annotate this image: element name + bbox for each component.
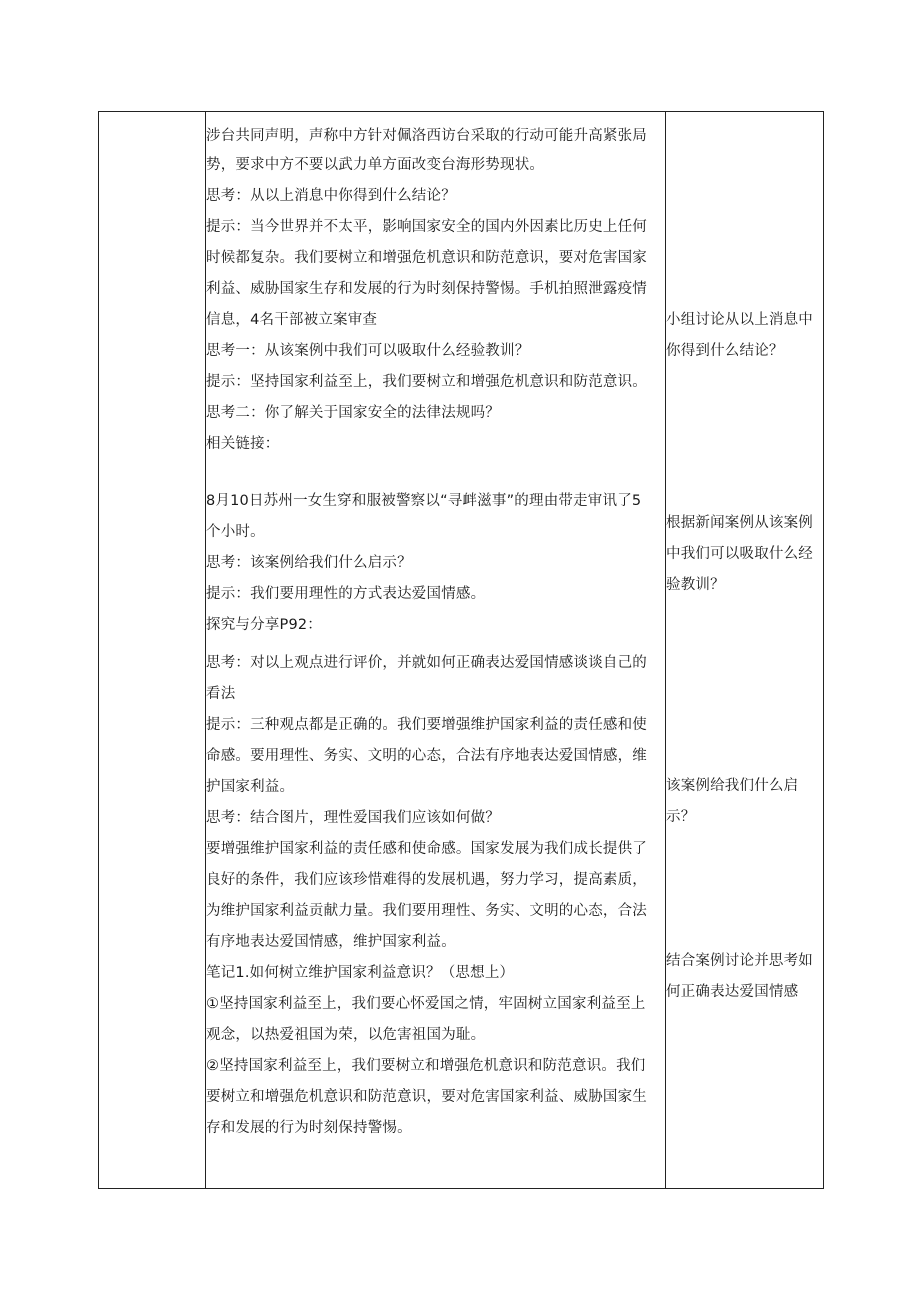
activity-text-line: 结合案例讨论并思考如 (666, 953, 813, 969)
content-text-line: 个小时。 (206, 524, 265, 540)
content-text-line: 提示：当今世界并不太平，影响国家安全的国内外因素比历史上任何 (206, 219, 647, 235)
content-text-line: 思考一：从该案例中我们可以吸取什么经验教训？ (206, 343, 530, 359)
content-text-line: 势，要求中方不要以武力单方面改变台海形势现状。 (206, 157, 545, 173)
content-text-line: 思考：对以上观点进行评价，并就如何正确表达爱国情感谈谈自己的 (206, 655, 647, 671)
content-text-line: 提示：三种观点都是正确的。我们要增强维护国家利益的责任感和使 (206, 717, 647, 733)
activity-text-line: 示？ (666, 809, 696, 825)
content-text-line: 8月10日苏州一女生穿和服被警察以“寻衅滋事”的理由带走审讯了5 (206, 493, 642, 509)
content-text-line: 信息，4名干部被立案审查 (206, 312, 378, 328)
content-text-line: 笔记1.如何树立维护国家利益意识？（思想上） (206, 965, 515, 981)
content-text-line: 要增强维护国家利益的责任感和使命感。国家发展为我们成长提供了 (206, 841, 647, 857)
lesson-table (98, 111, 824, 1189)
content-text-line: 思考二：你了解关于国家安全的法律法规吗？ (206, 405, 500, 421)
activity-text-line: 小组讨论从以上消息中 (666, 312, 813, 328)
content-text-line: ②坚持国家利益至上，我们要树立和增强危机意识和防范意识。我们 (206, 1058, 646, 1074)
content-text-line: 思考：从以上消息中你得到什么结论？ (206, 188, 456, 204)
content-text-line: 有序地表达爱国情感，维护国家利益。 (206, 934, 456, 950)
content-text-line: 思考：结合图片，理性爱国我们应该如何做？ (206, 810, 500, 826)
content-text-line: 为维护国家利益贡献力量。我们要用理性、务实、文明的心态，合法 (206, 903, 647, 919)
activity-text-line: 中我们可以吸取什么经 (666, 546, 813, 562)
activity-text-line: 验教训？ (666, 577, 725, 593)
content-text-line: 命感。要用理性、务实、文明的心态，合法有序地表达爱国情感，维 (206, 748, 647, 764)
content-text-line: 良好的条件，我们应该珍惜难得的发展机遇，努力学习，提高素质， (206, 872, 647, 888)
content-text-line: 提示：坚持国家利益至上，我们要树立和增强危机意识和防范意识。 (206, 374, 647, 390)
content-text-line: 存和发展的行为时刻保持警惕。 (206, 1120, 412, 1136)
activity-text-line: 根据新闻案例从该案例 (666, 515, 813, 531)
content-text-line: 涉台共同声明，声称中方针对佩洛西访台采取的行动可能升高紧张局 (206, 128, 647, 144)
content-text-line: 要树立和增强危机意识和防范意识，要对危害国家利益、威胁国家生 (206, 1089, 647, 1105)
content-text-line: 护国家利益。 (206, 779, 295, 795)
content-text-line: 观念，以热爱祖国为荣，以危害祖国为耻。 (206, 1027, 486, 1043)
content-text-line: 思考：该案例给我们什么启示？ (206, 555, 412, 571)
content-text-line: 时候都复杂。我们要树立和增强危机意识和防范意识，要对危害国家 (206, 250, 647, 266)
content-text-line: 利益、威胁国家生存和发展的行为时刻保持警惕。手机拍照泄露疫情 (206, 281, 647, 297)
content-text-line: ①坚持国家利益至上，我们要心怀爱国之情，牢固树立国家利益至上 (206, 996, 646, 1012)
activity-text-line: 何正确表达爱国情感 (666, 984, 799, 1000)
activity-text-line: 该案例给我们什么启 (666, 778, 799, 794)
content-text-line: 提示：我们要用理性的方式表达爱国情感。 (206, 586, 486, 602)
column-divider-right (665, 112, 666, 1188)
content-text-line: 相关链接： (206, 436, 280, 452)
content-text-line: 看法 (206, 686, 236, 702)
activity-text-line: 你得到什么结论？ (666, 343, 784, 359)
content-text-line: 探究与分享P92： (206, 617, 322, 633)
